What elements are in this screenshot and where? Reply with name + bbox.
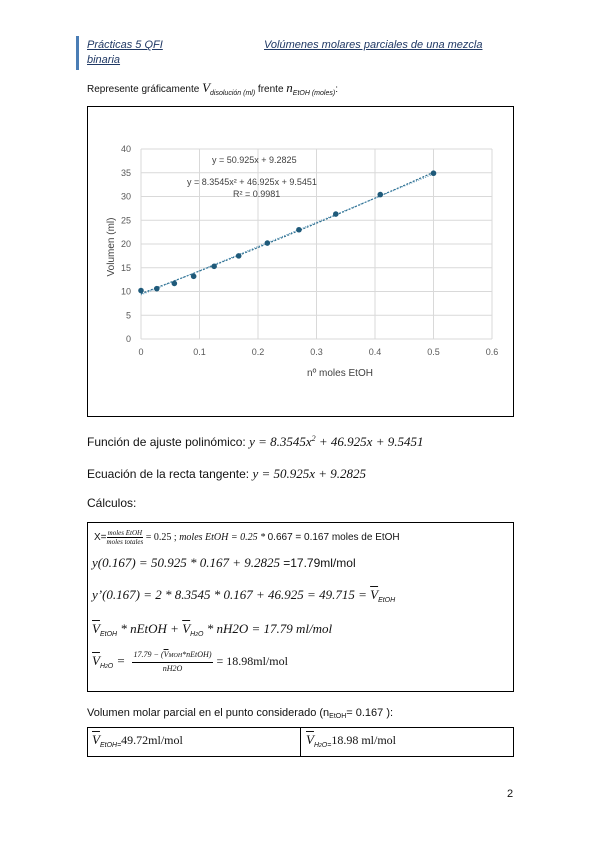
y-tick-label: 5 <box>125 310 131 321</box>
calc-sum-v1: $\overline{V}$ <box>92 621 100 636</box>
x-tick-label: 0.2 <box>251 347 265 357</box>
x-axis-label: nº moles EtOH <box>307 368 373 379</box>
tangent-row <box>87 466 366 482</box>
y-tick-label: 10 <box>120 286 131 297</box>
calc-vh2o-frac-den: nH2O <box>162 664 183 673</box>
data-point <box>431 170 437 176</box>
data-point <box>296 227 302 233</box>
x-tick-label: 0.6 <box>485 347 499 357</box>
calc-x-prefix: X= <box>94 532 107 544</box>
poly-fit-eq-rest: + 46.925x + 9.5451 <box>315 434 424 449</box>
calc-y-result: =17.79ml/mol <box>283 556 356 570</box>
partial-table-divider <box>300 728 301 756</box>
partial-label <box>87 707 393 720</box>
partial-h2o-sub-b: 2 <box>319 743 322 749</box>
tangent-label: Ecuación de la recta tangente: <box>87 467 253 481</box>
calc-x-row <box>94 529 400 546</box>
calc-vh2o-row <box>92 649 288 674</box>
calc-vh2o-frac-num <box>132 649 214 663</box>
calc-vh2o-sub-b: 2 <box>105 663 108 670</box>
partial-etoh-cell <box>92 732 183 749</box>
calc-sum-sub2b: 2 <box>195 632 198 638</box>
annotation-poly: y = 8.3545x² + 46.925x + 9.5451 <box>187 177 317 187</box>
partial-label-sub: EtOH <box>329 713 347 720</box>
instruction <box>87 80 338 97</box>
data-point <box>172 281 178 287</box>
calc-x-fraction <box>107 529 144 546</box>
calc-box <box>87 522 514 692</box>
chart-frame <box>87 106 514 417</box>
y-tick-label: 35 <box>120 167 131 178</box>
partial-h2o-sub-c: O= <box>321 742 332 749</box>
x-tick-label: 0 <box>138 347 144 357</box>
poly-trendline <box>141 172 434 293</box>
calc-x-num: moles EtOH <box>107 529 143 537</box>
partial-h2o-value: 18.98 ml/mol <box>331 733 397 747</box>
chart-y-ticks <box>121 144 131 344</box>
chart-lines <box>141 172 434 295</box>
calc-x-tail: 0.667 = 0.167 moles de EtOH <box>267 532 400 544</box>
annotation-tangent: y = 50.925x + 9.2825 <box>212 155 297 165</box>
x-tick-label: 0.4 <box>368 347 382 357</box>
calc-x-den: moles totales <box>106 538 144 546</box>
calc-y-eq: y(0.167) = 50.925 * 0.167 + 9.2825 <box>92 555 284 570</box>
calc-y-row <box>92 555 356 571</box>
calc-vh2o-fraction <box>132 649 214 674</box>
tangent-eq: y = 50.925x + 9.2825 <box>252 466 367 481</box>
calc-vh2o-num-b: MOH <box>168 653 183 659</box>
poly-fit-label: Función de ajuste polinómico: <box>87 435 250 449</box>
data-point <box>138 288 144 294</box>
data-point <box>191 274 197 280</box>
data-point <box>211 264 217 270</box>
calc-vh2o-sub-c: O <box>107 662 114 670</box>
poly-fit-exp: 2 <box>311 434 316 443</box>
partial-etoh-sub: EtOH= <box>99 742 122 749</box>
calc-x-moles: moles EtOH = 0.25 * <box>179 532 268 544</box>
calc-vh2o-sub-a: H <box>99 662 106 670</box>
calc-derivative-sub: EtOH <box>378 597 396 604</box>
calc-x-rest: = 0.25 ; <box>143 532 180 544</box>
calc-derivative-row <box>92 587 395 604</box>
calc-sum-sub2a: H <box>190 631 196 638</box>
partial-label-b: = 0.167 ): <box>346 707 394 719</box>
calc-vh2o-v: $\overline{V}$ <box>92 652 100 668</box>
calc-title: Cálculos: <box>87 496 137 510</box>
page-number: 2 <box>507 788 514 800</box>
y-axis-label: Volumen (ml) <box>106 217 117 277</box>
partial-h2o-v: $\overline{V}$ <box>306 732 314 747</box>
x-tick-label: 0.1 <box>193 347 206 357</box>
calc-sum-sub1: EtOH <box>99 631 118 638</box>
header-right-line2: binaria <box>87 54 121 66</box>
data-point <box>154 286 160 292</box>
annotation-r2: R² = 0.9981 <box>233 189 281 199</box>
y-tick-label: 30 <box>120 191 131 202</box>
y-tick-label: 40 <box>120 144 131 154</box>
y-tick-label: 20 <box>120 239 131 249</box>
instruction-v-symbol: V <box>202 80 211 95</box>
data-point <box>333 211 339 217</box>
partial-label-a: Volumen molar parcial en el punto considerado (n <box>87 707 330 719</box>
header-accent-bar <box>76 36 79 70</box>
calc-vh2o-result: = 18.98ml/mol <box>216 653 288 668</box>
calc-vh2o-num-v: $\overline{V}$ <box>163 650 169 659</box>
data-point <box>236 253 242 259</box>
partial-h2o-cell <box>306 732 396 749</box>
calc-vh2o-num-c: *nEtOH) <box>182 650 212 659</box>
calc-derivative-v: $\overline{V}$ <box>370 587 379 602</box>
header-left: Prácticas 5 QFI <box>87 39 163 51</box>
instruction-middle: frente <box>255 84 287 95</box>
data-point <box>377 192 383 198</box>
y-tick-label: 15 <box>120 262 131 273</box>
calc-sum-row <box>92 621 332 638</box>
calc-sum-sub2c: O <box>197 631 204 638</box>
partial-h2o-sub-a: H <box>313 742 320 749</box>
partial-table <box>87 727 514 757</box>
chart-x-ticks <box>138 347 498 357</box>
calc-vh2o-eq: = <box>113 652 129 668</box>
calc-sum-mid1: * nEtOH + <box>117 621 183 636</box>
x-tick-label: 0.5 <box>427 347 440 357</box>
chart-svg <box>88 107 513 416</box>
poly-fit-eq: y = 8.3545x <box>249 434 312 449</box>
instruction-n-sub: EtOH (moles) <box>292 90 336 97</box>
instruction-n-symbol: n <box>286 80 293 95</box>
header-right: Volúmenes molares parciales de una mezcla <box>264 39 483 51</box>
poly-fit-row <box>87 434 423 450</box>
y-tick-label: 0 <box>125 334 131 344</box>
instruction-prefix: Represente gráficamente <box>87 84 203 95</box>
instruction-v-sub: disolución (ml) <box>210 90 256 97</box>
data-point <box>265 240 271 246</box>
y-tick-label: 25 <box>120 215 131 226</box>
partial-etoh-value: 49.72ml/mol <box>121 733 183 747</box>
calc-sum-v2: $\overline{V}$ <box>182 621 191 636</box>
chart-points <box>138 170 436 293</box>
calc-sum-mid2: * nH2O = 17.79 ml/mol <box>203 621 333 636</box>
x-tick-label: 0.3 <box>310 347 323 357</box>
calc-vh2o-num-a: 17.79 − ( <box>133 650 164 659</box>
instruction-suffix: : <box>335 84 338 95</box>
calc-derivative-eq: y’(0.167) = 2 * 8.3545 * 0.167 + 46.925 = 49.715 = <box>92 587 371 602</box>
partial-etoh-v: $\overline{V}$ <box>92 732 100 747</box>
